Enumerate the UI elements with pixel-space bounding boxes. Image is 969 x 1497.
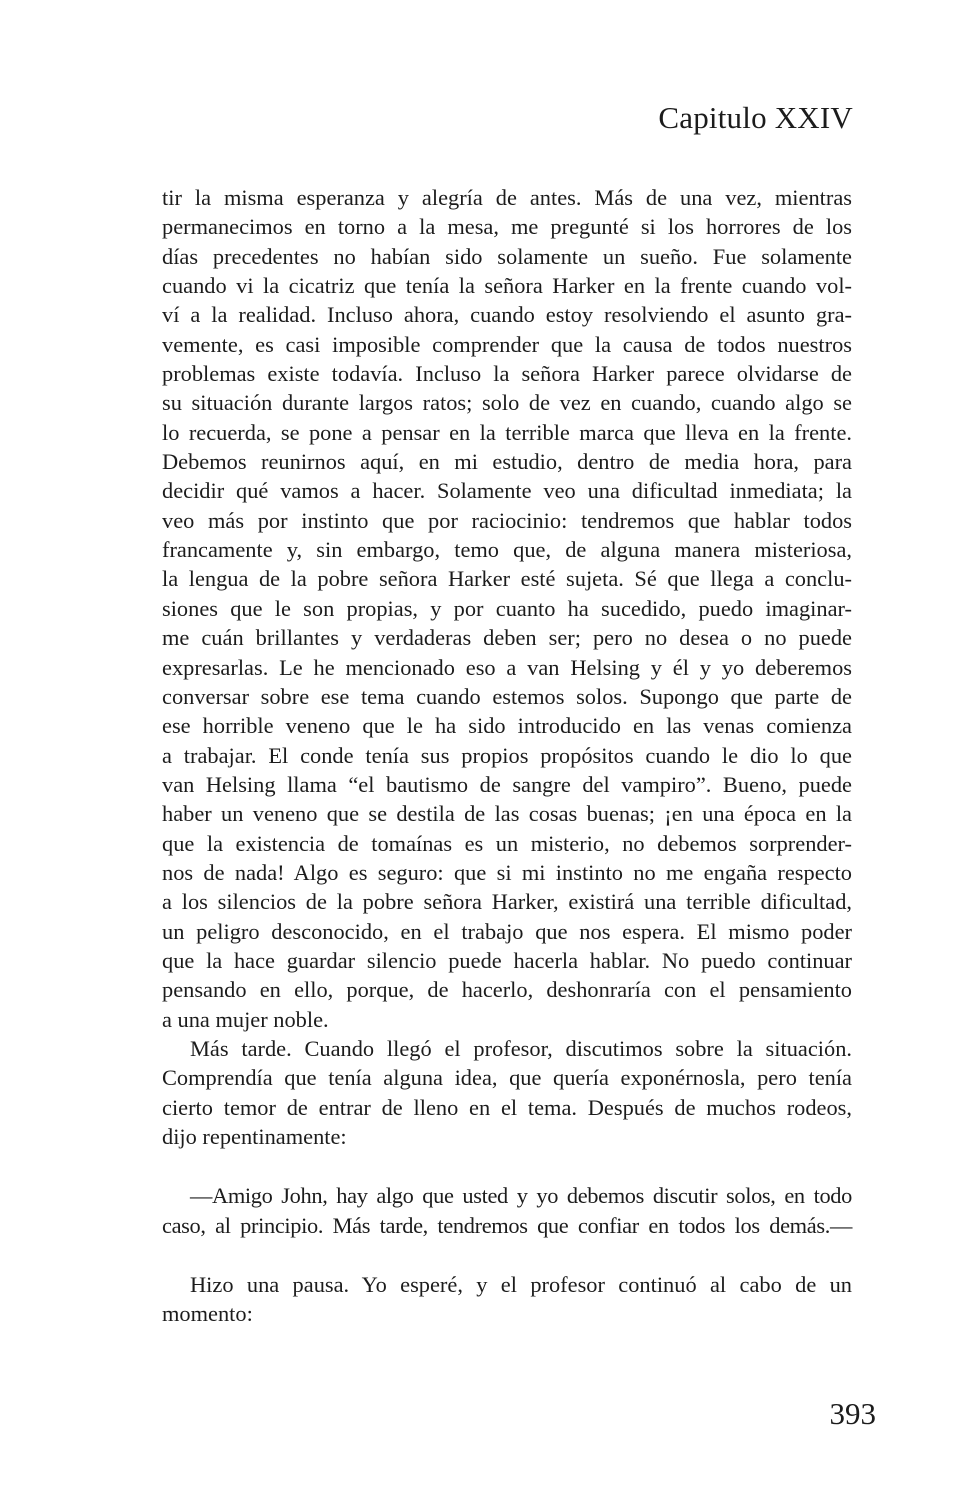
text-line: dijo repentinamente: <box>162 1124 347 1149</box>
text-line: vemente, es casi imposible comprender que la causa de todos nuestros <box>162 331 852 357</box>
page-number: 393 <box>829 1396 876 1431</box>
page-body <box>162 183 852 1329</box>
text-line: conversar sobre ese tema cuando estemos solos. Supongo que parte de <box>162 683 852 709</box>
text-line: su situación durante largos ratos; solo de vez en cuando, cuando algo se <box>162 390 852 416</box>
text-line: Comprendía que tenía alguna idea, que quería exponérnosla, pero tenía <box>162 1065 852 1091</box>
text-line: nos de nada! Algo es seguro: que si mi instinto no me engaña respecto <box>162 859 852 885</box>
text-line: momento: <box>162 1301 253 1327</box>
dialogue-paragraph <box>162 1181 852 1240</box>
paragraph-2 <box>162 1034 852 1151</box>
text-line: días precedentes no habían sido solamente un sueño. Fue solamente <box>162 243 852 269</box>
text-line: ese horrible veneno que le ha sido introducido en las venas comienza <box>162 713 852 739</box>
text-line: van Helsing llama “el bautismo de sangre del vampiro”. Bueno, puede <box>162 771 852 797</box>
text-line: pensando en ello, porque, de hacerlo, deshonraría con el pensamiento <box>162 977 852 1003</box>
text-line: francamente y, sin embargo, temo que, de alguna manera misteriosa, <box>162 537 852 563</box>
text-line: siones que le son propias, y por cuanto ha sucedido, puedo imaginar- <box>162 595 852 621</box>
text-line: tir la misma esperanza y alegría de antes. Más de una vez, mientras <box>162 185 852 210</box>
text-line: me cuán brillantes y verdaderas deben ser; pero no desea o no puede <box>162 625 852 651</box>
text-line: permanecimos en torno a la mesa, me pregunté si los horrores de los <box>162 214 852 240</box>
text-line: lo recuerda, se pone a pensar en la terrible marca que lleva en la frente. <box>162 419 852 445</box>
text-line: problemas existe todavía. Incluso la señora Harker parece olvidarse de <box>162 361 852 387</box>
chapter-title: Capitulo XXIV <box>658 100 853 135</box>
text-line: a los silencios de la pobre señora Harker, existirá una terrible dificultad, <box>162 889 852 915</box>
text-line: expresarlas. Le he mencionado eso a van Helsing y él y yo deberemos <box>162 654 852 680</box>
text-line: que la hace guardar silencio puede hacerla hablar. No puedo continuar <box>162 947 852 973</box>
paragraph-3 <box>162 1270 852 1329</box>
text-line: —Amigo John, hay algo que usted y yo debemos discutir solos, en todo <box>190 1183 852 1209</box>
text-line: ví a la realidad. Incluso ahora, cuando estoy resolviendo el asunto gra- <box>162 302 852 328</box>
text-line: haber un veneno que se destila de las cosas buenas; ¡en una época en la <box>162 801 852 827</box>
text-line: a trabajar. El conde tenía sus propios propósitos cuando le dio lo que <box>162 742 852 768</box>
text-line: Hizo una pausa. Yo esperé, y el profesor continuó al cabo de un <box>190 1272 852 1298</box>
text-line: que la existencia de tomaínas es un misterio, no debemos sorprender- <box>162 830 852 856</box>
paragraph-1 <box>162 183 852 1034</box>
text-line: Más tarde. Cuando llegó el profesor, discutimos sobre la situación. <box>190 1035 852 1061</box>
text-line: Debemos reunirnos aquí, en mi estudio, dentro de media hora, para <box>162 449 852 475</box>
text-line: un peligro desconocido, en el trabajo que nos espera. El mismo poder <box>162 918 852 944</box>
text-line: caso, al principio. Más tarde, tendremos que confiar en todos los demás.— <box>162 1212 852 1238</box>
text-line: la lengua de la pobre señora Harker esté sujeta. Sé que llega a conclu- <box>162 566 852 592</box>
text-line: veo más por instinto que por raciocinio: tendremos que hablar todos <box>162 507 852 533</box>
text-line: cuando vi la cicatriz que tenía la señora Harker en la frente cuando vol- <box>162 273 852 299</box>
text-line: cierto temor de entrar de lleno en el tema. Después de muchos rodeos, <box>162 1094 852 1120</box>
text-line: decidir qué vamos a hacer. Solamente veo una dificultad inmediata; la <box>162 478 852 504</box>
text-line: a una mujer noble. <box>162 1006 329 1032</box>
